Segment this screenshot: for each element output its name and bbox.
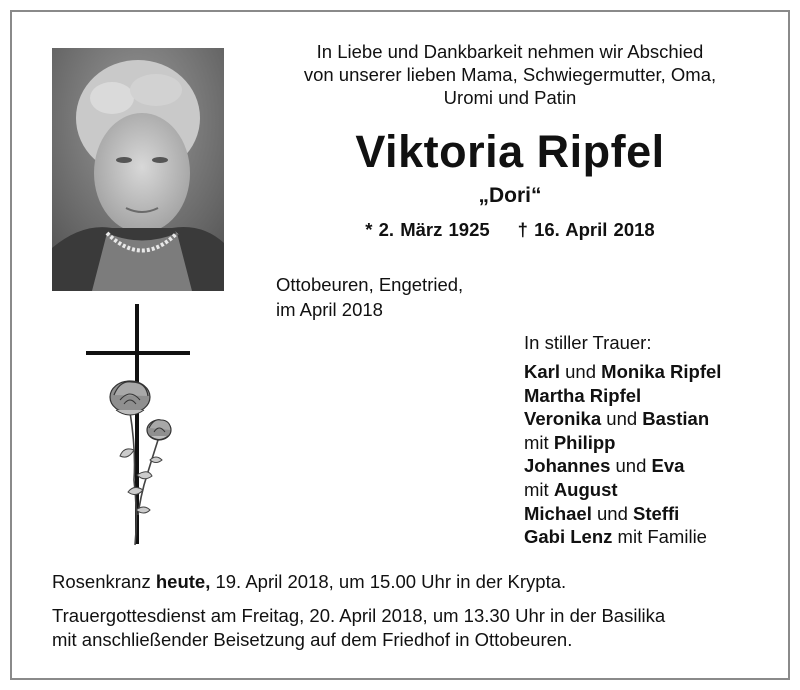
mourner-name: Karl (524, 361, 560, 382)
service-info (52, 570, 772, 652)
mourner-name: Monika Ripfel (601, 361, 722, 382)
mourner-name: Johannes (524, 455, 611, 477)
connector-text: und (591, 502, 634, 524)
rosary-emphasis: heute, (155, 571, 211, 592)
mourner-name: Eva (651, 455, 685, 477)
place-line-2: im April 2018 (276, 299, 383, 320)
death-date: † 16. April 2018 (517, 219, 655, 240)
mourner-name: Martha Ripfel (524, 384, 642, 406)
rosary-line (52, 570, 772, 594)
rose-icon (147, 420, 171, 440)
connector-text: mit (524, 478, 554, 500)
mourner-name: Bastian (642, 408, 710, 430)
list-item (524, 478, 721, 502)
list-item (524, 454, 721, 478)
rosary-text: Rosenkranz (52, 571, 156, 592)
mourner-name: Philipp (553, 431, 616, 453)
list-item (524, 502, 721, 526)
intro-line-3: Uromi und Patin (443, 87, 577, 108)
cross-icon (80, 300, 200, 550)
rose-icon (110, 381, 150, 415)
connector-text: und (610, 455, 652, 477)
intro-line-1: In Liebe und Dankbarkeit nehmen wir Abschied (316, 41, 704, 62)
life-dates (260, 219, 760, 241)
list-item (524, 525, 721, 549)
mourner-name: Steffi (633, 502, 680, 524)
funeral-mass-line-1: Trauergottesdienst am Freitag, 20. April 2018, um 13.30 Uhr in der Basilika (52, 605, 666, 626)
list-item (524, 431, 721, 455)
funeral-mass-line-2: mit anschließender Beisetzung auf dem Friedhof in Ottobeuren. (52, 629, 573, 650)
list-item (524, 360, 721, 384)
list-item (524, 407, 721, 431)
connector-text: mit (524, 431, 554, 453)
place-line-1: Ottobeuren, Engetried, (276, 274, 464, 295)
deceased-nickname: „Dori“ (478, 184, 542, 207)
mourners-list (524, 360, 721, 549)
connector-text: und (560, 361, 602, 382)
mourner-name: Veronika (524, 408, 602, 430)
birth-date: * 2. März 1925 (365, 219, 490, 240)
portrait-photo (52, 48, 224, 291)
place-and-date (276, 272, 463, 322)
mourner-name: Gabi Lenz (524, 526, 613, 548)
rosary-details: 19. April 2018, um 15.00 Uhr in der Krypta. (210, 571, 567, 592)
intro-line-2: von unserer lieben Mama, Schwiegermutter, Oma, (303, 64, 717, 85)
mourner-name: August (553, 478, 618, 500)
intro-text (260, 40, 760, 109)
list-item (524, 384, 721, 408)
mourning-heading: In stiller Trauer: (524, 332, 652, 353)
connector-text: mit Familie (612, 526, 707, 548)
connector-text: und (601, 408, 643, 430)
mourner-name: Michael (524, 502, 592, 524)
deceased-name: Viktoria Ripfel (355, 126, 665, 177)
